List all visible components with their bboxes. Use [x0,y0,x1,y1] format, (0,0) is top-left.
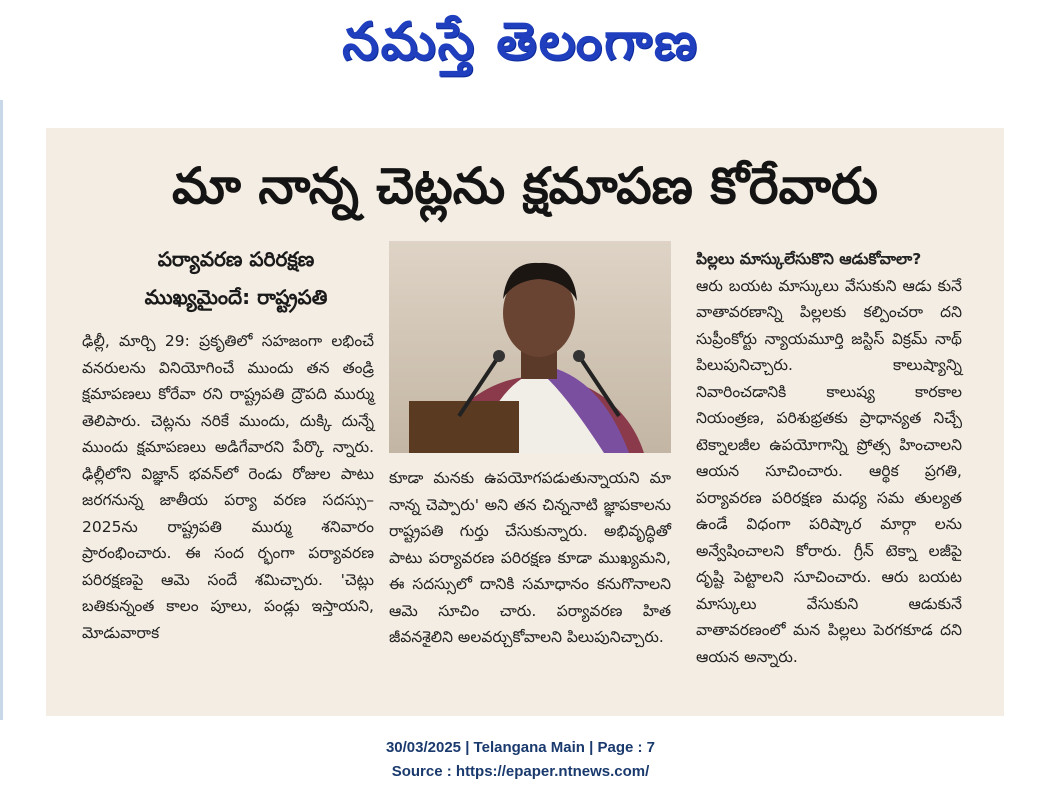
article-column-3 [696,246,962,670]
column-3-text: ఆరు బయట మాస్కులు వేసుకుని ఆడు కునే వాతావరణాన్ని పిల్లలకు కల్పించరా దని సుప్రీంకోర్టు న్యాయమూర్తి జస్టిస్ విక్రమ్ నాథ్ పిలుపునిచ్చారు. కాలుష్యాన్ని నివారించడానికి కాలుష్య కారకాల నియంత్రణ, పరిశుభ్రతకు ప్రాధాన్యత నిచ్చే టెక్నాలజీల ఉపయోగాన్ని ప్రోత్స హించాలని ఆయన సూచించారు. ఆర్థిక ప్రగతి, పర్యావరణ పరిరక్షణ మధ్య సమ తుల్యత ఉండే విధంగా పరిష్కార మార్గా లను అన్వేషించాలని కోరారు. గ్రీన్ టెక్నా లజీపై దృష్టి పెట్టాలని సూచించారు. ఆరు బయట మాస్కులు వేసుకుని ఆడుకునే వాతావరణంలో మన పిల్లలు పెరగకూడ దని ఆయన అన్నారు. [696,276,962,666]
article-column-1 [82,328,374,646]
column-3-subhead: పిల్లలు మాస్కులేసుకొని ఆడుకోవాలా? [696,250,922,268]
footer-date-page: 30/03/2025 | Telangana Main | Page : 7 [385,739,656,756]
column-2-text: కూడా మనకు ఉపయోగపడుతున్నాయని మా నాన్న చెప్పారు' అని తన చిన్ననాటి జ్ఞాపకాలను రాష్ట్రపతి గుర్తు చేసుకున్నారు. అభివృద్ధితో పాటు పర్యావరణ పరిరక్షణ కూడా ముఖ్యమని, ఈ సదస్సులో దానికి సమాధానం కనుగొనాలని ఆమె సూచిం చారు. పర్యావరణ హిత జీవనశైలిని అలవర్చుకోవాలని పిలుపునిచ్చారు. [389,469,671,646]
article-headline: మా నాన్న చెట్లను క్షమాపణ కోరేవారు [172,157,878,215]
subhead-line-1: పర్యావరణ పరిరక్షణ [157,247,315,271]
masthead-logo: నమస్తే తెలంగాణ [342,12,699,72]
masthead [0,4,1041,80]
president-speaking-photo [389,241,671,453]
page-footer [0,736,1041,784]
article-subhead [86,240,386,316]
news-clipping [46,128,1004,716]
page-edge-divider [0,100,3,720]
subhead-line-2: ముఖ్యమైందే: రాష్ట్రపతి [144,285,328,309]
column-1-text: ఢిల్లీ, మార్చి 29: ప్రకృతిలో సహజంగా లభించే వనరులను వినియోగించే ముందు తన తండ్రి క్షమాపణలు కోరేవా రని రాష్ట్రపతి ద్రౌపది ముర్ము తెలిపారు. చెట్లను నరికే ముందు, దుక్కి దున్నే ముందు క్షమాపణలు అడిగేవారని పేర్కొ న్నారు. ఢిల్లీలోని విజ్ఞాన్ భవన్‌లో రెండు రోజుల పాటు జరగనున్న జాతీయ పర్యా వరణ సదస్సు–2025ను రాష్ట్రపతి ముర్ము శనివారం ప్రారంభించారు. ఈ సంద ర్భంగా పర్యావరణ పరిరక్షణపై ఆమె సందే శమిచ్చారు. 'చెట్లు బతికున్నంత కాలం పూలు, పండ్లు ఇస్తాయని, మోడువారాక [82,332,374,642]
article-column-2 [389,465,671,651]
footer-source: Source : https://epaper.ntnews.com/ [391,763,650,780]
article-photo [389,241,671,453]
